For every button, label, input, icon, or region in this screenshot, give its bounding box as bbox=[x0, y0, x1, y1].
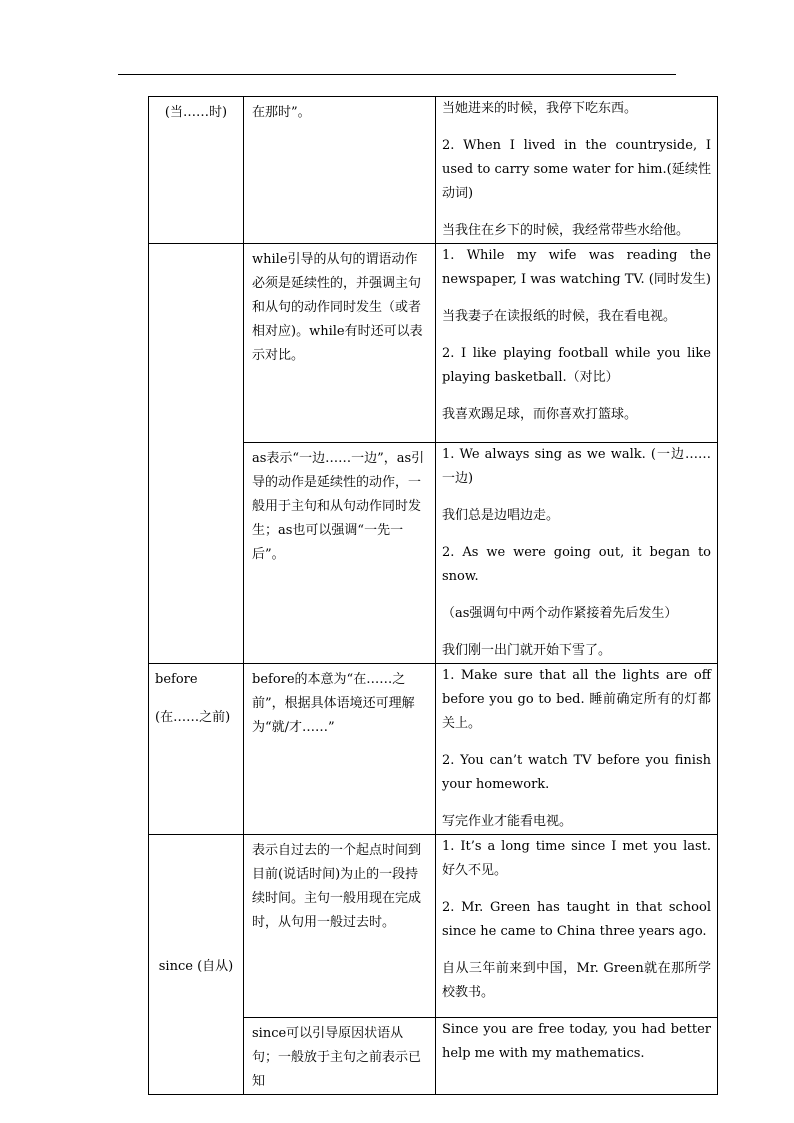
desc-text: 表示自过去的一个起点时间到目前(说话时间)为止的一段持续时间。主句一般用现在完成时，从句用一般过去时。 bbox=[252, 843, 422, 930]
desc-text: 在那时”。 bbox=[252, 105, 311, 120]
example-line: 1. It’s a long time since I met you last. 好久不见。 bbox=[442, 839, 711, 878]
example-cell bbox=[436, 664, 718, 835]
term-before: before bbox=[155, 672, 198, 687]
example-line: 2. I like playing football while you like playing basketball.（对比） bbox=[442, 346, 711, 385]
desc-text: while引导的从句的谓语动作必须是延续性的，并强调主句和从句的动作同时发生（或者相对应)。while有时还可以表示对比。 bbox=[252, 252, 423, 363]
example-line: （as强调句中两个动作紧接着先后发生） bbox=[442, 606, 678, 621]
desc-text: as表示“一边……一边”，as引导的动作是延续性的动作，一般用于主句和从句动作同时发生；as也可以强调“一先一后”。 bbox=[252, 451, 425, 562]
example-line: Since you are free today, you had better help me with my mathematics. bbox=[442, 1022, 711, 1061]
desc-cell bbox=[244, 664, 436, 835]
conjunction-table bbox=[148, 96, 718, 1095]
term-before-gloss: (在……之前) bbox=[155, 710, 231, 725]
header-rule bbox=[118, 74, 676, 75]
term-since: since (自从) bbox=[158, 958, 234, 974]
example-cell bbox=[436, 97, 718, 244]
example-line: 1. We always sing as we walk. (一边……一边) bbox=[442, 447, 711, 486]
example-line: 我们刚一出门就开始下雪了。 bbox=[442, 643, 612, 658]
desc-text: before的本意为“在……之前”，根据具体语境还可理解为“就/才……” bbox=[252, 672, 415, 735]
desc-text: since可以引导原因状语从句；一般放于主句之前表示已知 bbox=[252, 1026, 422, 1089]
example-line: 2. You can’t watch TV before you finish your homework. bbox=[442, 753, 711, 792]
table-row bbox=[149, 664, 718, 835]
example-line: 我们总是边唱边走。 bbox=[442, 508, 560, 523]
example-line: 当她进来的时候，我停下吃东西。 bbox=[442, 101, 638, 116]
example-cell bbox=[436, 1018, 718, 1095]
desc-cell bbox=[244, 443, 436, 664]
example-cell bbox=[436, 443, 718, 664]
desc-cell bbox=[244, 835, 436, 1018]
term-cell bbox=[149, 664, 244, 835]
desc-cell bbox=[244, 1018, 436, 1095]
example-line: 写完作业才能看电视。 bbox=[442, 814, 573, 829]
example-line: 2. Mr. Green has taught in that school since he came to China three years ago. bbox=[442, 900, 711, 939]
table-row bbox=[149, 244, 718, 443]
example-line: 自从三年前来到中国，Mr. Green就在那所学校教书。 bbox=[442, 961, 711, 1000]
example-line: 1. While my wife was reading the newspaper, I was watching TV. (同时发生) bbox=[442, 248, 711, 287]
term-cell bbox=[149, 835, 244, 1095]
example-line: 2. When I lived in the countryside, I used to carry some water for him.(延续性动词) bbox=[442, 138, 711, 201]
table-row bbox=[149, 97, 718, 244]
example-line: 我喜欢踢足球，而你喜欢打篮球。 bbox=[442, 407, 638, 422]
example-line: 当我妻子在读报纸的时候，我在看电视。 bbox=[442, 309, 677, 324]
desc-cell bbox=[244, 97, 436, 244]
example-line: 2. As we were going out, it began to snow. bbox=[442, 545, 711, 584]
example-line: 当我住在乡下的时候，我经常带些水给他。 bbox=[442, 223, 690, 238]
example-cell bbox=[436, 835, 718, 1018]
term-cell bbox=[149, 244, 244, 664]
term-when: (当……时) bbox=[164, 105, 228, 120]
desc-cell bbox=[244, 244, 436, 443]
table-row bbox=[149, 835, 718, 1018]
example-line: 1. Make sure that all the lights are off before you go to bed. 睡前确定所有的灯都关上。 bbox=[442, 668, 711, 731]
example-cell bbox=[436, 244, 718, 443]
term-cell bbox=[149, 97, 244, 244]
